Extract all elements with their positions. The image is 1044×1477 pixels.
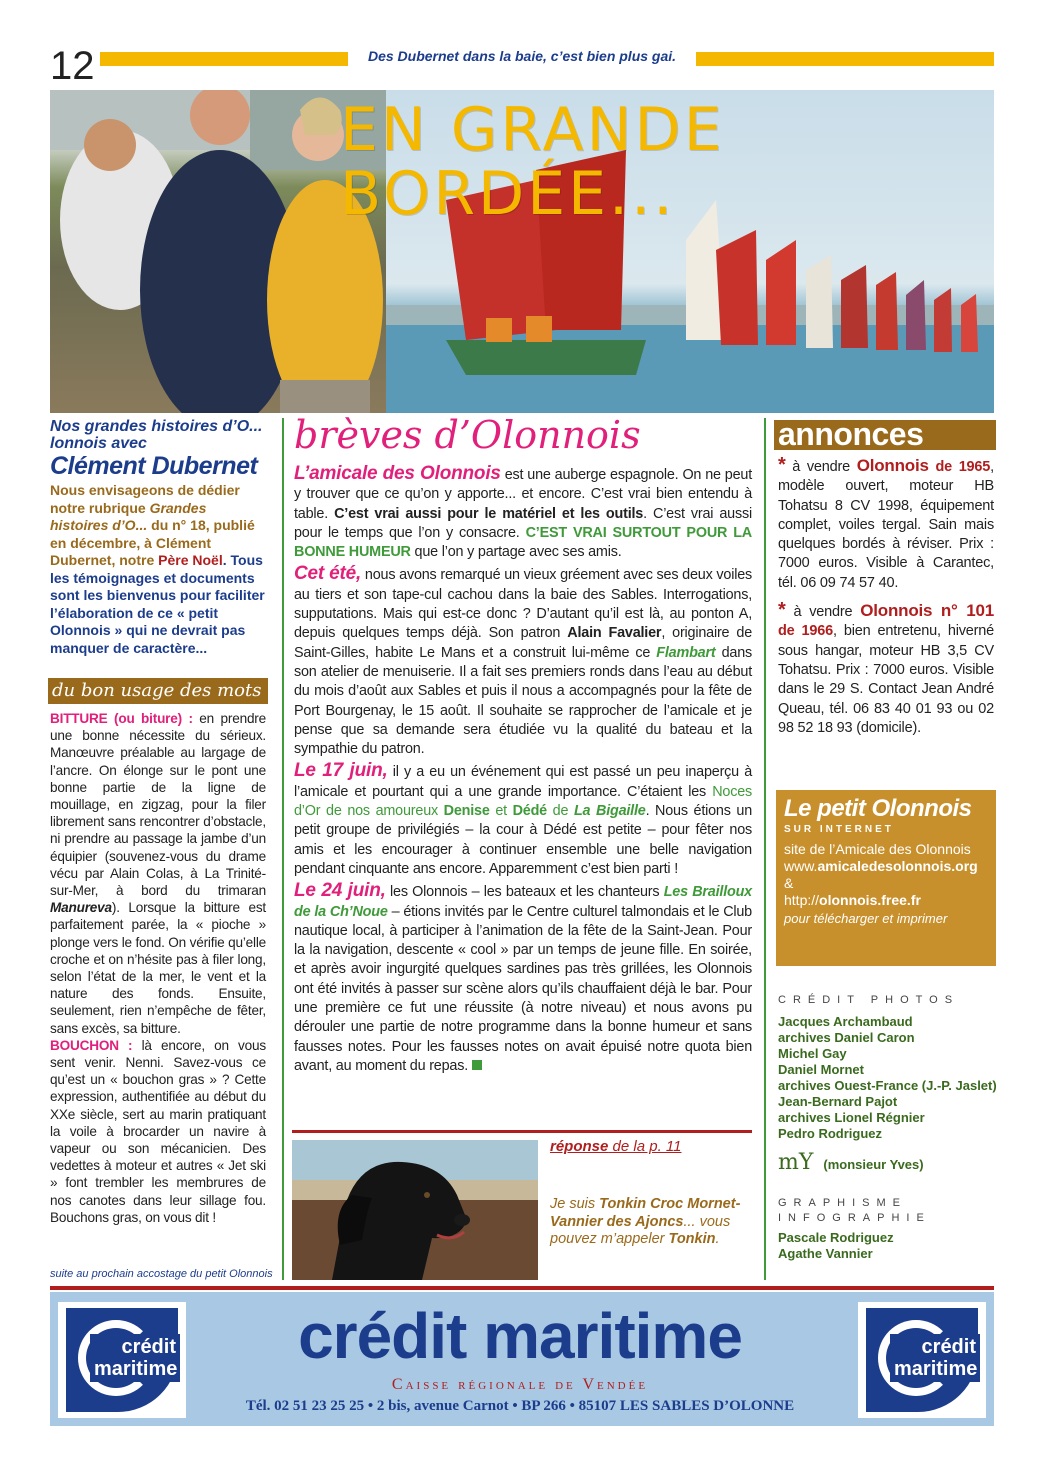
- credits-title: CRÉDIT PHOTOS: [778, 994, 960, 1006]
- petit-olonnois-site: site de l’Amicale des Olonnois: [784, 841, 971, 857]
- intro-pere-noel: Père Noël: [158, 552, 223, 568]
- asterisk-icon: *: [778, 454, 786, 476]
- breves-text-span: est une auberge espagnole. On ne peut y trouver que ce qu’on y apporte... et encore. C’est vrai bien entendu à table.: [294, 467, 752, 522]
- breves-text-span: dans son atelier de menuiserie. Il a fait ses premiers ronds dans l’eau au début du mois d’août aux Sables et puis il nous a accompagnés pour la fête de Port Bourgenay, le 15 août. Il souhaite se rapprocher de l’amicale et je pense que sa demande sera étudiée vu la qualité du bateau et la sympathie du patron.: [294, 644, 752, 758]
- breves-text: [294, 464, 752, 1078]
- url-domain: olonnois.free.fr: [819, 892, 921, 908]
- logo-word: maritime: [94, 1358, 178, 1380]
- answer-title: [550, 1138, 681, 1155]
- intro-body: [50, 482, 266, 657]
- breves-lead: Cet été,: [294, 563, 362, 585]
- annonces-banner: annonces: [774, 420, 996, 450]
- petit-olonnois-title: Le petit Olonnois: [784, 795, 972, 822]
- annonce-item: [778, 601, 994, 738]
- breves-green-span: Noces d’Or de nos amoureux: [294, 783, 752, 820]
- breves-paragraph: [294, 464, 752, 562]
- breves-boat-name: Flambart: [656, 644, 716, 661]
- usage-banner: du bon usage des mots: [48, 678, 268, 704]
- annonces-text: [778, 456, 994, 746]
- credit-item: archives Daniel Caron: [778, 1030, 915, 1045]
- breves-rule: [292, 1130, 752, 1133]
- graphisme-title-2: INFOGRAPHIE: [778, 1212, 931, 1224]
- annonce-model: Olonnois n° 101: [860, 601, 994, 621]
- breves-bold-span: C’est vrai aussi pour le matériel et les outils: [334, 505, 644, 522]
- petit-olonnois-body: [784, 841, 988, 927]
- breves-paragraph: [294, 761, 752, 879]
- breves-paragraph: [294, 881, 752, 1076]
- breves-group-name: Les Brailloux de la Ch’Noue: [294, 884, 752, 920]
- header-bar-right: [696, 52, 994, 66]
- breves-text-span: , originaire de Saint-Gilles, habite Le Mans et a construit lui-même ce: [294, 625, 752, 661]
- usage-text-1b: ). Lorsque la bitture est parfaitement parée, la « pioche » plonge vers le fond. On vérifie qu’elle croche et on n’hésite pas à filer long, selon l’état de la mer, le vent et la nature des fonds. Ensuite, seulement, rien n’empêche de fêter, sans excès, sa bitture.: [50, 900, 266, 1036]
- answer-text-span: .: [715, 1231, 720, 1247]
- signature-my: mY: [778, 1150, 814, 1175]
- breves-text-span: nous avons remarqué un vieux gréement avec ses deux voiles au tiers et son tape-cul cachou dans la baie des Sables. Interrogations, supputations. Mais qui est-ce donc ? D’autant qu’il est là, au ponton A, depuis quelques temps déjà. Son patron: [294, 567, 752, 642]
- end-square-icon: [472, 1060, 482, 1070]
- intro-block: [50, 418, 266, 657]
- answer-title-bold: réponse: [550, 1138, 609, 1155]
- intro-body-b: du n° 18, publié en décembre, à Clément Dubernet, notre: [50, 517, 255, 568]
- usage-text: [50, 710, 266, 1226]
- breves-lead: Le 17 juin,: [294, 760, 388, 782]
- breves-green-span: et: [489, 803, 513, 820]
- breves-title: brèves d’Olonnois: [294, 413, 641, 457]
- breves-green-span: de: [546, 803, 574, 820]
- answer-text: [550, 1196, 750, 1249]
- answer-title-rest: de la p. 11: [608, 1138, 682, 1155]
- intro-body-c: . Tous les témoignages et documents sont les bienvenus pour faciliter l’élaboration de ce « petit Olonnois » qui ne devrait pas manquer de caractère...: [50, 552, 265, 656]
- column-divider-left: [282, 418, 284, 1280]
- graphisme-item: Agathe Vannier: [778, 1246, 873, 1261]
- petit-url-amicale[interactable]: [784, 858, 988, 875]
- graphisme-title-1: GRAPHISME: [778, 1197, 908, 1209]
- annonce-model: Olonnois: [856, 456, 929, 475]
- petit-url-free[interactable]: [784, 892, 988, 909]
- ad-caisse: Caisse régionale de Vendée: [391, 1376, 649, 1393]
- annonce-span: à vendre: [785, 459, 857, 475]
- intro-body-em: Grandes histoires d’O...: [50, 499, 207, 533]
- page-number: 12: [50, 44, 95, 88]
- breves-text-span: il y a eu un événement qui est passé un peu inaperçu à l’amicale et pourtant qui a une grande importance. C’étaient les: [294, 764, 752, 800]
- usage-term-bitture: BITTURE (ou biture) :: [50, 711, 193, 726]
- breves-green-span: C’EST VRAI SURTOUT POUR LA BONNE HUMEUR: [294, 524, 752, 561]
- photo-dog-illustration: [292, 1140, 538, 1280]
- credit-item: Jacques Archambaud: [778, 1014, 913, 1029]
- credit-item: Pedro Rodriguez: [778, 1126, 883, 1141]
- breves-paragraph: [294, 564, 752, 759]
- intro-heading: Nos grandes histoires d’O... lonnois avec: [50, 418, 263, 452]
- credit-item: Jean-Bernard Pajot: [778, 1094, 898, 1109]
- annonce-item: [778, 456, 994, 593]
- credit-item: Michel Gay: [778, 1046, 847, 1061]
- breves-text-span: . C’est vrai aussi pour le temps que l’on y consacre.: [294, 505, 752, 541]
- petit-olonnois-note: pour télécharger et imprimer: [784, 911, 948, 926]
- usage-manureva: Manureva: [50, 900, 112, 916]
- url-prefix: http://: [784, 892, 820, 908]
- petit-olonnois-box: [776, 790, 996, 966]
- credit-item: Daniel Mornet: [778, 1062, 864, 1077]
- intro-body-a: Nous envisageons de dédier notre rubrique: [50, 482, 240, 516]
- intro-name: Clément Dubernet: [50, 452, 258, 480]
- credit-item: archives Lionel Régnier: [778, 1110, 925, 1125]
- breves-lead: Le 24 juin,: [294, 880, 386, 902]
- signature-label: (monsieur Yves): [823, 1157, 924, 1172]
- breves-green-span: Dédé: [512, 803, 547, 820]
- breves-text-span: les Olonnois – les bateaux et les chanteurs: [385, 884, 664, 901]
- logo-text: [890, 1334, 980, 1382]
- breves-bold-span: Alain Favalier: [567, 625, 662, 642]
- header-tagline: Des Dubernet dans la baie, c’est bien plus gai.: [367, 48, 677, 64]
- breves-text-span: – étions invités par le Centre culturel talmondais et le Club nautique local, à participer à l’animation de la fête de la Saint-Jean. Pour la la navigation, descente « cool » par un temps de jeune fille. En soirée, et après avoir ingurgité quelques sardines pas très grillées, les Olonnois ont été invités à passer sur scène alors qu’ils chauffaient déjà le bar. Pour une première ce fut une réussite (à notre niveau) et nous avons pu dérouler une partie de notre programme dans la bonne humeur et sans fausses notes. Pour les fausses notes on avait épuisé notre quota bien avant, au moment du repas.: [294, 903, 752, 1074]
- graphisme-item: Pascale Rodriguez: [778, 1230, 894, 1245]
- answer-text-span: Je suis: [550, 1196, 600, 1212]
- credits-list: [778, 1014, 997, 1142]
- logo-text: [90, 1334, 180, 1382]
- ad-brand: crédit maritime: [298, 1300, 742, 1372]
- asterisk-icon: *: [778, 599, 786, 622]
- credits-signature: [778, 1150, 924, 1175]
- annonce-span: , modèle ouvert, moteur HB Tohatsu 8 CV 1998, équipement complet, voiles tergal. Sain mais quelques bordés à réviser. Prix : 7000 euros. Visible à Carantec, tél. 06 09 74 57 40.: [778, 459, 994, 591]
- logo-word: crédit: [921, 1336, 976, 1358]
- petit-olonnois-subtitle: SUR INTERNET: [784, 824, 894, 835]
- main-headline: EN GRANDE BORDÉE...: [340, 95, 725, 229]
- graphisme-title: [778, 1196, 931, 1226]
- breves-text-span: que l’on y partage avec ses amis.: [410, 544, 622, 561]
- breves-lead: L’amicale des Olonnois: [294, 463, 501, 484]
- photo-people-walking: [50, 90, 386, 413]
- petit-amp: &: [784, 875, 794, 891]
- logo-word: crédit: [121, 1336, 176, 1358]
- logo-word: maritime: [894, 1358, 978, 1380]
- answer-dog-nickname: Tonkin: [668, 1231, 716, 1247]
- ad-address: Tél. 02 51 23 25 25 • 2 bis, avenue Carnot • BP 266 • 85107 LES SABLES D’OLONNE: [245, 1398, 795, 1414]
- breves-boat-name: La Bigaille: [573, 803, 646, 820]
- answer-dog-name: Tonkin Croc Mornet-Vannier des Ajoncs: [550, 1196, 741, 1230]
- annonce-span: à vendre: [785, 604, 861, 621]
- graphisme-list: [778, 1230, 894, 1262]
- annonce-year: de 1965: [928, 459, 991, 475]
- breves-text-span: . Nous étions un petit groupe de privilégiés – la cour à Dédé est petite – pour fêter nos amis et les encourager à continuer ensemble une belle navigation pendant cinquante ans encore. Apparemment c’est bien parti !: [294, 803, 752, 877]
- usage-term-bouchon: BOUCHON :: [50, 1037, 133, 1053]
- photo-black-dog: [292, 1140, 538, 1280]
- usage-text-1a: en prendre une bonne nécessite du sérieux. Manœuvre préalable au largage de l’ancre. On élonge sur le pont une bonne partie de la ligne de mouillage, en zigzag, pour la filer librement sans rencontrer d’obstacle, ni prendre au passage la jambe d’un équipier (souvenez-vous du drame vécu par Alain Colas, à La Trinité-sur-Mer, à bord du trimaran: [50, 711, 266, 899]
- credit-item: archives Ouest-France (J.-P. Jaslet): [778, 1078, 997, 1093]
- column-divider-right: [764, 418, 766, 1280]
- annonce-span: , bien entretenu, hiverné sous hangar, moteur HB 3,5 CV Tohatsu. Prix : 7000 euros. Visible dans le 29 S. Contact Jean André Queau, tél. 06 83 40 01 93 ou 02 98 52 18 93 (domicile).: [778, 623, 994, 736]
- usage-text-2: là encore, on vous sent venir. Nenni. Savez-vous ce qu’est un « bouchon gras » ? Cette expression, authentifiée au début du XXe siècle, sert au marin pratiquant la voile à brocarder un navire à vapeur ou son mécanicien. Des vedettes à moteur et autres « Jet ski » font trembler les membrures de nos canotes dans leur sillage fou. Bouchons gras, on vous dit !: [50, 1037, 266, 1225]
- url-domain: amicaledesolonnois.org: [817, 858, 978, 874]
- ad-top-rule: [50, 1286, 994, 1290]
- breves-green-span: Denise: [443, 803, 490, 820]
- url-prefix: www.: [784, 858, 818, 874]
- photo-people-illustration: [50, 90, 386, 413]
- answer-text-span: ... vous pouvez m’appeler: [550, 1213, 731, 1247]
- header-bar-left: [100, 52, 348, 66]
- usage-footer: suite au prochain accostage du petit Olonnois: [50, 1268, 273, 1280]
- annonce-year: de 1966: [778, 623, 834, 640]
